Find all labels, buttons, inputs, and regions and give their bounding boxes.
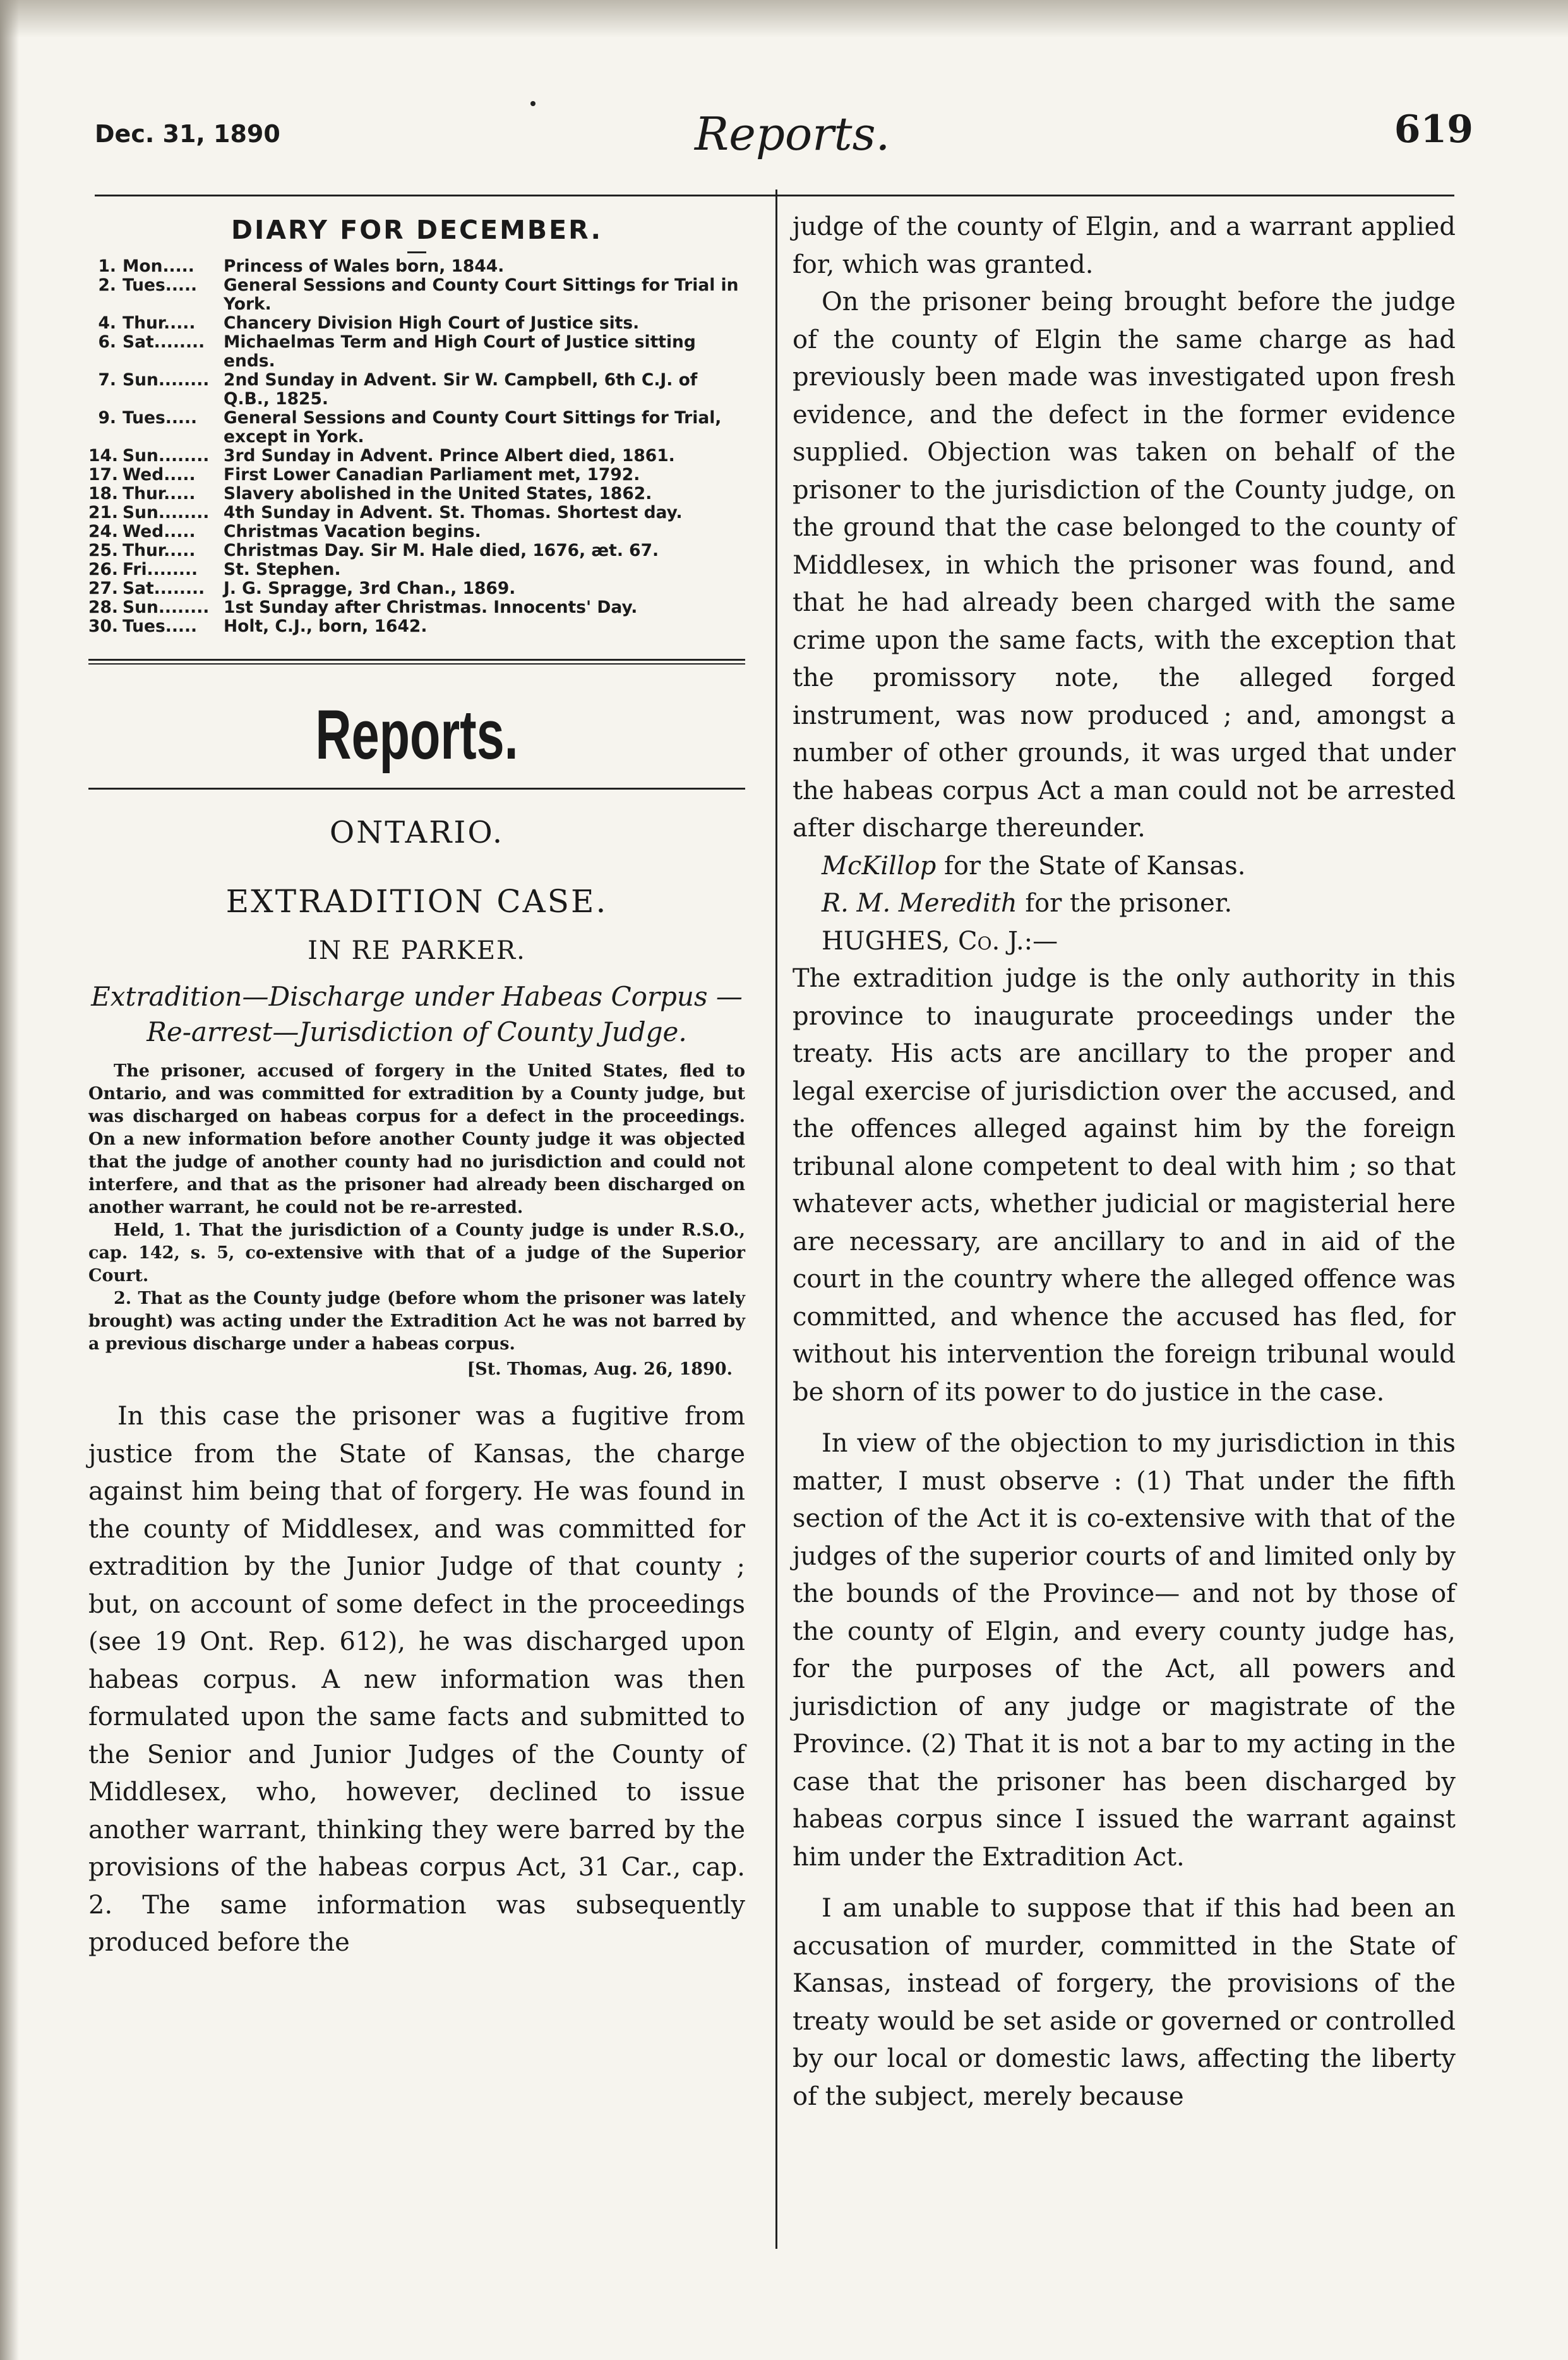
body-paragraph: On the prisoner being brought before the judge of the county of Elgin the same charge as had previously been made was investigated upon fresh evidence, and the defect in the former evidence supplied. Objection was taken on behalf of the prisoner to the jurisdiction of the County judge, on the ground that the case belonged to the county of Middlesex, in which the prisoner was found, and that he had already been charged with the same crime upon the same facts, with the exception that the promissory note, the alleged forged instrument, was now produced ; and, amongst a number of other grounds, it was urged that under the habeas corpus Act a man could not be arrested after discharge thereunder. [793,287,1456,843]
section-heading: Reports. [315,696,518,774]
diary-date: 7. [98,370,116,390]
page-number: 619 [1394,107,1473,152]
diary-event: First Lower Canadian Parliament met, 1792. [224,465,640,485]
diary-date: 28. [88,598,118,617]
catchwords: Extradition—Discharge under Habeas Corpus —Re-arrest—Jurisdiction of County Judge. [91,981,743,1047]
diary-event: J. G. Spragge, 3rd Chan., 1869. [224,579,516,598]
diary-event: Slavery abolished in the United States, 1862. [224,484,652,503]
diary-title: DIARY FOR DECEMBER. [230,215,603,245]
diary-weekday: Wed..... [123,522,196,541]
headnote [88,1060,745,1356]
diary-weekday: Tues..... [123,275,198,295]
left-column [88,208,745,1962]
diary-date: 1. [98,256,116,276]
diary-entry [88,257,745,276]
diary-date: 30. [88,617,118,636]
diary-entry [88,522,745,541]
diary-date: 6. [98,332,116,352]
column-rule [775,190,777,2249]
header-title: Reports. [695,107,890,160]
diary-date: 2. [98,275,116,295]
diary-entry [88,598,745,617]
headnote-paragraph: The prisoner, accused of forgery in the United States, fled to Ontario, and was committed for extradition by a County judge, but was discharged on habeas corpus for a defect in the proceedings. On a new information before another County judge it was objected that the judge of another county had no jurisdiction and could not interfere, and that as the prisoner had already been discharged on another warrant, he could not be re-arrested. [88,1061,745,1217]
diary-event: St. Stephen. [224,560,341,579]
body-paragraph: In view of the objection to my jurisdiction in this matter, I must observe : (1) That under the fifth section of the Act it is co-extensive with that of the judges of the superior courts of and limited only by the bounds of the Province— and not by those of the county of Elgin, and every county judge has, for the purposes of the Act, all powers and jurisdiction of any judge or magistrate of the Province. (2) That it is not a bar to my acting in the case that the prisoner has been discharged by habeas corpus since I issued the warrant against him under the Extradition Act. [793,1429,1456,1872]
diary-entry [88,409,745,447]
diary-date: 26. [88,560,118,579]
diary-weekday: Thur..... [123,541,196,560]
diary-entry [88,617,745,636]
double-rule [88,659,745,665]
running-header [95,107,1473,183]
diary-event: Holt, C.J., born, 1642. [224,617,428,636]
diary-entry [88,485,745,503]
diary-date: 4. [98,313,116,333]
diary-entry [88,560,745,579]
case-title: EXTRADITION CASE. [225,883,608,920]
scan-edge-top [0,0,1568,38]
counsel-role: for the prisoner. [1025,889,1233,918]
section-rule [88,788,745,790]
diary-weekday: Tues..... [123,617,198,636]
diary-date: 24. [88,522,118,541]
diary-event: 3rd Sunday in Advent. Prince Albert died, 1861. [224,446,675,466]
diary-event: 1st Sunday after Christmas. Innocents' Day. [224,598,638,617]
diary-event: Chancery Division High Court of Justice sits. [224,313,640,333]
diary-date: 21. [88,503,118,522]
diary-entry [88,314,745,333]
diary-event: Christmas Day. Sir M. Hale died, 1676, æt. 67. [224,541,659,560]
diary-event: General Sessions and County Court Sittings for Trial in York. [224,275,739,314]
diary-event: Christmas Vacation begins. [224,522,481,541]
counsel-name: R. M. Meredith [822,889,1017,918]
counsel-name: McKillop [822,851,937,881]
counsel-line [793,848,1456,886]
scan-edge-left [0,0,19,2360]
diary-weekday: Sun........ [123,598,210,617]
ink-speck [530,101,536,106]
diary-weekday: Sun........ [123,370,210,390]
diary-weekday: Sat........ [123,332,205,352]
diary-weekday: Sun........ [123,446,210,466]
body-paragraph: judge of the county of Elgin, and a warrant applied for, which was granted. [793,212,1456,279]
diary-entry [88,371,745,409]
right-column [793,208,1456,2116]
diary-dash [407,251,426,253]
diary-event: Princess of Wales born, 1844. [224,256,505,276]
diary-weekday: Fri........ [123,560,198,579]
case-citation: [St. Thomas, Aug. 26, 1890. [467,1359,733,1379]
judgment-text-right [793,208,1456,2116]
diary-weekday: Thur..... [123,313,196,333]
diary-event: 4th Sunday in Advent. St. Thomas. Shortest day. [224,503,683,522]
counsel-line [793,885,1456,923]
judge-name: HUGHES, Co. J.:— [822,926,1058,956]
case-name: IN RE PARKER. [308,936,526,965]
diary-list [88,257,745,636]
header-date: Dec. 31, 1890 [95,120,280,148]
body-paragraph: The extradition judge is the only authority in this province to inaugurate proceedings under the treaty. His acts are ancillary to the proper and legal exercise of jurisdiction over the accused, and the offences alleged against him by the foreign tribunal alone competent to deal with him ; so that whatever acts, whether judicial or magisterial here are necessary, are ancillary to and in aid of the court in the country where the alleged offence was committed, and whence the accused has fled, for without his intervention the foreign tribunal would be shorn of its power to do justice in the case. [793,964,1456,1407]
diary-date: 27. [88,579,118,598]
diary-weekday: Sun........ [123,503,210,522]
diary-event: General Sessions and County Court Sittings for Trial, except in York. [224,408,722,447]
body-paragraph: In this case the prisoner was a fugitive from justice from the State of Kansas, the charge against him being that of forgery. He was found in the county of Middlesex, and was committed for extradition by the Junior Judge of that county ; but, on account of some defect in the proceedings (see 19 Ont. Rep. 612), he was discharged upon habeas corpus. A new information was then formulated upon the same facts and submitted to the Senior and Junior Judges of the County of Middlesex, who, however, declined to issue another warrant, thinking they were barred by the provisions of the habeas corpus Act, 31 Car., cap. 2. The same information was subsequently produced before the [88,1402,745,1957]
diary-weekday: Wed..... [123,465,196,485]
diary-date: 18. [88,484,118,503]
diary-event: 2nd Sunday in Advent. Sir W. Campbell, 6th C.J. of Q.B., 1825. [224,370,698,409]
headnote-held: Held, 1. That the jurisdiction of a County judge is under R.S.O., cap. 142, s. 5, co-extensive with that of a judge of the Superior Court. [88,1220,745,1285]
diary-weekday: Sat........ [123,579,205,598]
diary-entry [88,276,745,314]
diary-event: Michaelmas Term and High Court of Justice sitting ends. [224,332,696,371]
body-paragraph: I am unable to suppose that if this had been an accusation of murder, committed in the State of Kansas, instead of forgery, the provisions of the treaty would be set aside or governed or controlled by our local or domestic laws, affecting the liberty of the subject, merely because [793,1894,1456,2111]
diary-entry [88,579,745,598]
diary-entry [88,466,745,485]
diary-entry [88,503,745,522]
headnote-paragraph: 2. That as the County judge (before whom the prisoner was lately brought) was acting under the Extradition Act he was not barred by a previous discharge under a habeas corpus. [88,1289,745,1354]
header-rule [95,195,1454,196]
province-heading: ONTARIO. [329,815,505,850]
diary-date: 25. [88,541,118,560]
diary-entry [88,333,745,371]
diary-date: 14. [88,446,118,466]
judgment-text-left [88,1398,745,1962]
diary-date: 17. [88,465,118,485]
diary-weekday: Tues..... [123,408,198,428]
diary-weekday: Mon..... [123,256,195,276]
diary-entry [88,447,745,466]
diary-entry [88,541,745,560]
diary-date: 9. [98,408,116,428]
diary-weekday: Thur..... [123,484,196,503]
counsel-role: for the State of Kansas. [944,851,1246,881]
